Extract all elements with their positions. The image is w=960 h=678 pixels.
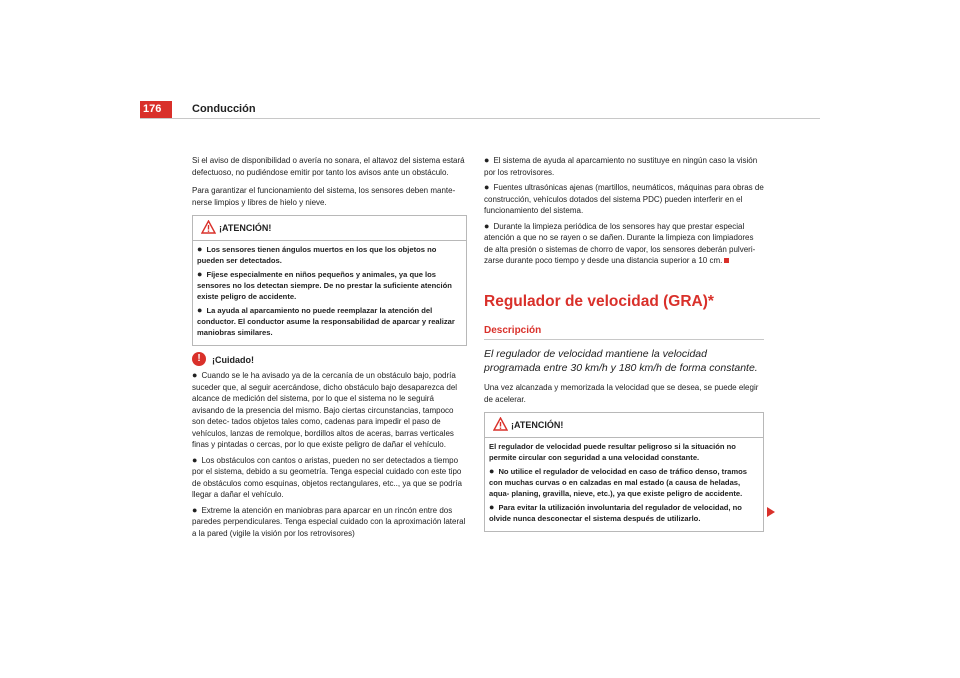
warning-triangle-icon	[493, 417, 508, 431]
section-title: Conducción	[192, 103, 256, 115]
warning-item: ● No utilice el regulador de velocidad en caso de tráfico denso, tramos con muchas curvas o en calzadas en mal estado (a causa de heladas, aqua- planing, gravilla, nieve, etc.), ya que existe peligro de accidente.	[489, 466, 747, 498]
end-square-icon	[724, 258, 729, 263]
right-column	[484, 155, 764, 532]
warning-item: ● Fíjese especialmente en niños pequeños y animales, ya que los sensores no los detectan siempre. De no prestar la suficiente atención existe peligro de accidente.	[197, 269, 452, 301]
list-item: ● El sistema de ayuda al aparcamiento no sustituye en ningún caso la visión por los retrovisores.	[484, 155, 758, 177]
caution-exclamation-icon: !	[192, 352, 206, 366]
list-item: ● Fuentes ultrasónicas ajenas (martillos, neumáticos, máquinas para obras de construcción, vehículos dotados del sistema PDC) pueden interferir en el funcionamiento del sistema.	[484, 182, 764, 215]
next-page-arrow-icon	[767, 507, 775, 517]
paragraph: Una vez alcanzada y memorizada la velocidad que se desea, se puede elegir de acelerar.	[484, 383, 759, 404]
warning-item: ● Para evitar la utilización involuntaria del regulador de velocidad, no olvide nunca desconectar el sistema después de utilizarlo.	[489, 502, 742, 523]
warning-header	[485, 413, 763, 438]
paragraph: Para garantizar el funcionamiento del sistema, los sensores deben mante- nerse limpios y libres de hielo y nieve.	[192, 186, 456, 207]
warning-item: ● Los sensores tienen ángulos muertos en los que los objetos no pueden ser detectados.	[197, 244, 437, 265]
warning-item: ● La ayuda al aparcamiento no puede reemplazar la atención del conductor. El conductor asume la responsabilidad de aparcar y realizar maniobras similares.	[197, 305, 455, 337]
page-number: 176	[143, 103, 162, 115]
subheading: Descripción	[484, 325, 764, 341]
chapter-heading: Regulador de velocidad (GRA)*	[484, 292, 714, 310]
caution-title: ¡Cuidado!	[212, 355, 254, 365]
warning-box	[192, 215, 467, 346]
warning-title: ¡ATENCIÓN!	[511, 420, 564, 430]
warning-header	[193, 216, 466, 241]
caution-header	[192, 352, 467, 368]
header-rule	[140, 118, 820, 119]
lead-text: El regulador de velocidad mantiene la velocidad programada entre 30 km/h y 180 km/h de forma constante.	[484, 348, 758, 374]
warning-intro: El regulador de velocidad puede resultar peligroso si la situación no permite circular con seguridad a una velocidad constante.	[489, 442, 736, 462]
list-item: ● Durante la limpieza periódica de los sensores hay que prestar especial atención a que no se rayen o se dañen. Durante la limpieza con limpiadores de alta presión o sistemas de chorro de vapor, los sensores deberán pulveri- zarse durante poco tiempo y desde una distancia superior a 10 cm.	[484, 220, 756, 265]
paragraph: Si el aviso de disponibilidad o avería no sonara, el altavoz del sistema estará defectuoso, no pudiéndose emitir por tanto los avisos ante un obstáculo.	[192, 156, 465, 177]
warning-title: ¡ATENCIÓN!	[219, 223, 272, 233]
warning-triangle-icon	[201, 220, 216, 234]
caution-item: ● Los obstáculos con cantos o aristas, pueden no ser detectados a tiempo por el sistema, debido a su geometría. Tenga especial cuidado con este tipo de obstáculos como esquinas, objetos rectangulares, etc.., ya que se podría llegar a dañar el vehículo.	[192, 454, 462, 499]
warning-box	[484, 412, 764, 532]
caution-item: ● Extreme la atención en maniobras para aparcar en un rincón entre dos paredes perpendiculares. Tenga especial cuidado con la aproximación lateral a la pared (vigile la visión por los retrovisores)	[192, 504, 466, 538]
caution-item: ● Cuando se le ha avisado ya de la cercanía de un obstáculo bajo, podría suceder que, al seguir acercándose, dicho obstáculo bajo desaparezca del alcance de medición del sistema, por lo que el sistema no le seguirá avisando de la presencia del mismo. Bajo ciertas circunstancias, tampoco son detec- tados objetos tales como, cadenas para impedir el paso de vehículos, lanzas de remolque, bordillos altos de aceras, barras verticales finas y pintadas o cercas, por lo que existe peligro de dañar el vehículo.	[192, 370, 458, 449]
left-column	[192, 155, 467, 543]
